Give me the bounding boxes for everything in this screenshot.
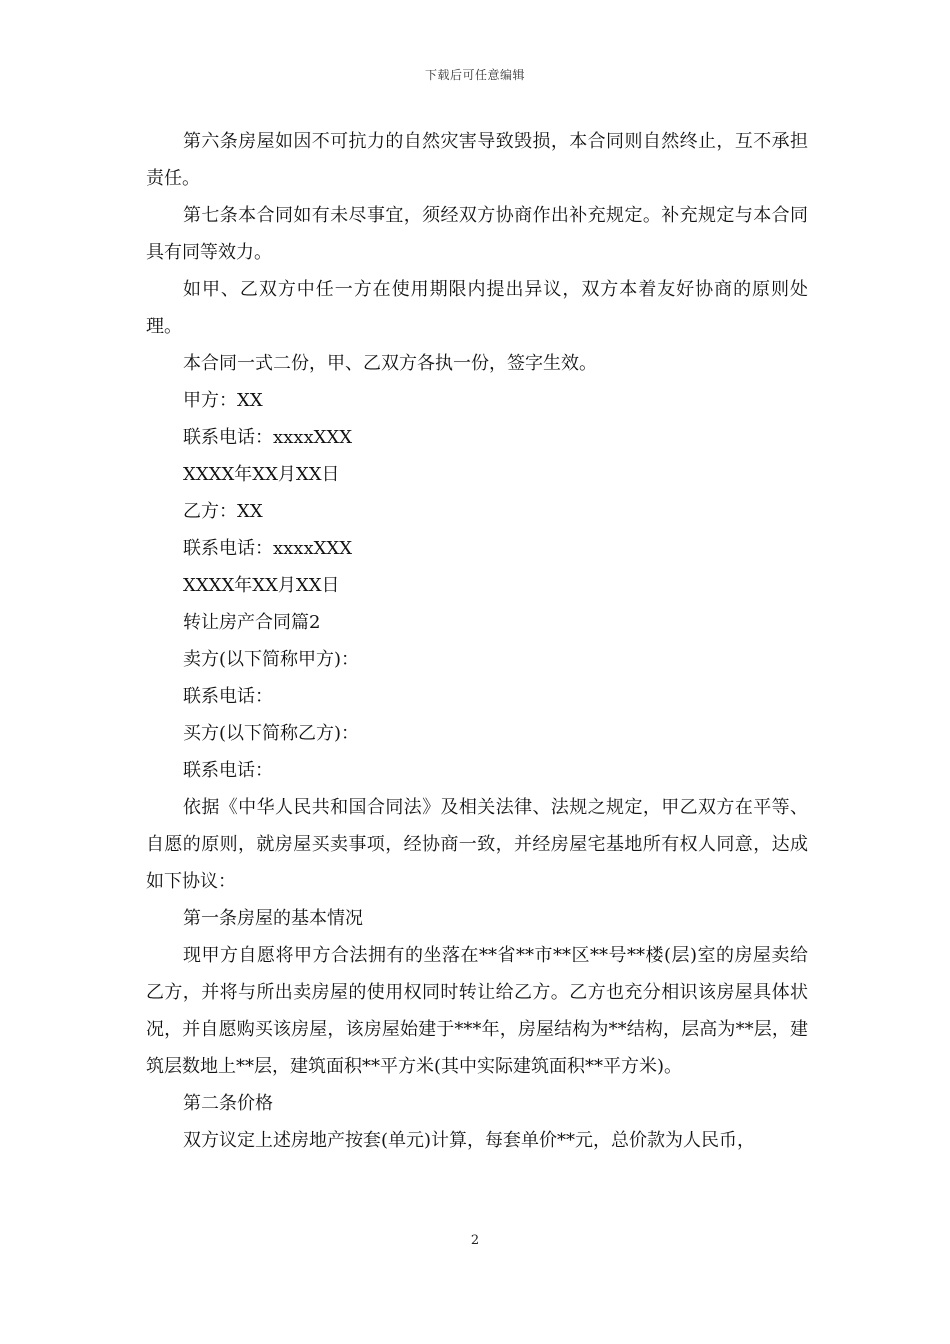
article-1-heading: 第一条房屋的基本情况 (183, 908, 363, 929)
paragraph-dispute: 如甲、乙双方中任一方在使用期限内提出异议，双方本着友好协商的原则处理。 (146, 279, 808, 337)
paragraph-copies: 本合同一式二份，甲、乙双方各执一份，签字生效。 (183, 353, 597, 374)
party-a-phone: 联系电话：xxxxXXX (183, 427, 353, 448)
party-b-name: 乙方：XX (183, 501, 263, 522)
page-number: 2 (470, 1233, 480, 1248)
paragraph-property-details: 现甲方自愿将甲方合法拥有的坐落在**省**市**区**号**楼(层)室的房屋卖给乙方，并将与所出卖房屋的使用权同时转让给乙方。乙方也充分相识该房屋具体状况，并自愿购买该房屋，该房屋始建于***年，房屋结构为**结构，层高为**层，建筑层数地上**层，建筑面积**平方米(其中实际建筑面积**平方米)。 (146, 945, 808, 1077)
paragraph-article-7: 第七条本合同如有未尽事宜，须经双方协商作出补充规定。补充规定与本合同具有同等效力。 (146, 205, 808, 263)
paragraph-price: 双方议定上述房地产按套(单元)计算，每套单价**元，总价款为人民币， (183, 1130, 756, 1151)
section-title: 转让房产合同篇2 (183, 612, 321, 633)
party-a-name: 甲方：XX (183, 390, 263, 411)
page-header: 下载后可任意编辑 (424, 68, 525, 82)
buyer-phone: 联系电话： (183, 760, 273, 781)
seller-phone: 联系电话： (183, 686, 273, 707)
article-2-heading: 第二条价格 (183, 1093, 273, 1114)
party-b-date: XXXX年XX月XX日 (183, 575, 340, 596)
paragraph-article-6: 第六条房屋如因不可抗力的自然灾害导致毁损，本合同则自然终止，互不承担责任。 (146, 131, 808, 189)
seller-label: 卖方(以下简称甲方)： (183, 649, 360, 670)
party-b-phone: 联系电话：xxxxXXX (183, 538, 353, 559)
buyer-label: 买方(以下简称乙方)： (183, 723, 360, 744)
document-body (146, 123, 808, 1159)
paragraph-preamble: 依据《中华人民共和国合同法》及相关法律、法规之规定，甲乙双方在平等、自愿的原则，就房屋买卖事项，经协商一致，并经房屋宅基地所有权人同意，达成如下协议： (146, 797, 808, 892)
party-a-date: XXXX年XX月XX日 (183, 464, 340, 485)
